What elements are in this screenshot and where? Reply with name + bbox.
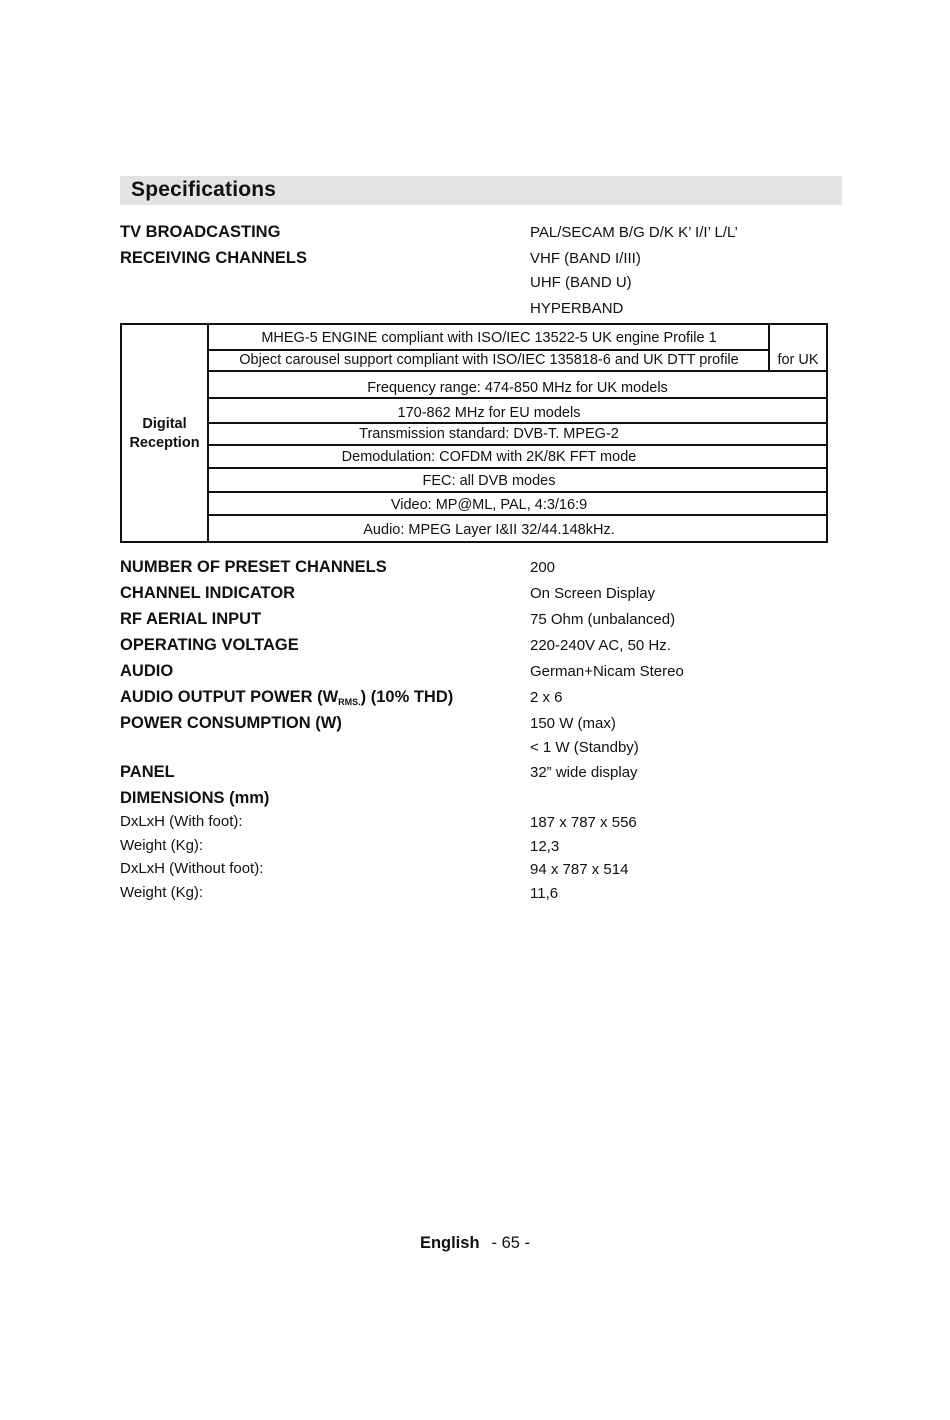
spec-row-rf-input	[120, 610, 842, 634]
spec-label: DxLxH (With foot):	[120, 813, 243, 830]
spec-label: RECEIVING CHANNELS	[120, 249, 308, 267]
digital-reception-label-cell	[122, 325, 209, 541]
spec-value: VHF (BAND I/III)	[530, 250, 641, 267]
spec-label: RF AERIAL INPUT	[120, 610, 262, 628]
spec-label: DxLxH (Without foot):	[120, 860, 264, 877]
divider	[209, 349, 769, 351]
spec-label: Weight (Kg):	[120, 884, 204, 901]
mheg-line2: Object carousel support compliant with ISO/IEC 135818-6 and UK DTT profile	[239, 352, 739, 368]
divider	[209, 444, 826, 446]
spec-value: German+Nicam Stereo	[530, 663, 684, 680]
spec-value: 2 x 6	[530, 689, 563, 706]
spec-value: 94 x 787 x 514	[530, 861, 629, 878]
spec-row-preset-channels	[120, 558, 842, 582]
spec-row-operating-voltage	[120, 636, 842, 660]
spec-value: 220-240V AC, 50 Hz.	[530, 637, 671, 654]
digital-reception-label	[122, 415, 207, 453]
section-title-bar	[120, 176, 842, 205]
divider	[209, 397, 826, 399]
divider	[209, 491, 826, 493]
spec-row-dim-without-foot	[120, 860, 842, 884]
spec-eu-frequency: 170-862 MHz for EU models	[397, 405, 581, 421]
spec-frequency: Frequency range: 474-850 MHz for UK models	[367, 380, 668, 396]
spec-label: AUDIO	[120, 662, 174, 680]
spec-video: Video: MP@ML, PAL, 4:3/16:9	[390, 497, 588, 513]
divider	[209, 370, 826, 372]
spec-value: 200	[530, 559, 556, 576]
spec-transmission: Transmission standard: DVB-T. MPEG-2	[359, 426, 619, 442]
power-label-subscript: RMS.	[338, 697, 361, 707]
spec-label: OPERATING VOLTAGE	[120, 636, 299, 654]
spec-value: UHF (BAND U)	[530, 274, 632, 291]
spec-value: 32” wide display	[530, 764, 638, 781]
spec-value: 150 W (max)	[530, 715, 616, 732]
spec-row-channel-indicator	[120, 584, 842, 608]
spec-value: PAL/SECAM B/G D/K K’ I/I’ L/L’	[530, 224, 738, 241]
spec-row-dim-with-foot	[120, 813, 842, 837]
spec-demodulation: Demodulation: COFDM with 2K/8K FFT mode	[341, 449, 637, 465]
digital-label-line1: Digital	[142, 416, 187, 432]
power-label-end: ) (10% THD)	[360, 688, 454, 706]
spec-value: 11,6	[530, 885, 559, 902]
spec-label: NUMBER OF PRESET CHANNELS	[120, 558, 387, 576]
spec-value: 187 x 787 x 556	[530, 814, 637, 831]
spec-value: 12,3	[530, 838, 560, 855]
spec-row-panel	[120, 763, 842, 787]
spec-value: < 1 W (Standby)	[530, 739, 639, 756]
spec-label: TV BROADCASTING	[120, 223, 281, 241]
spec-label: DIMENSIONS (mm)	[120, 789, 270, 807]
spec-row-standby	[120, 738, 842, 762]
spec-label: POWER CONSUMPTION (W)	[120, 714, 342, 732]
spec-label	[120, 688, 453, 707]
for-uk-note: for UK	[777, 352, 819, 368]
divider	[209, 467, 826, 469]
divider	[209, 422, 826, 424]
page-number: - 65 -	[491, 1234, 531, 1252]
footer-language: English	[419, 1234, 480, 1252]
mheg-line1: MHEG-5 ENGINE compliant with ISO/IEC 13522-5 UK engine Profile 1	[261, 330, 717, 346]
digital-label-line2: Reception	[129, 435, 200, 451]
divider	[209, 514, 826, 516]
power-label-start: AUDIO OUTPUT POWER (W	[120, 688, 339, 706]
spec-row-uhf	[120, 273, 842, 297]
spec-label: PANEL	[120, 763, 175, 781]
spec-row-weight-without-foot	[120, 884, 842, 908]
spec-value: 75 Ohm (unbalanced)	[530, 611, 676, 628]
spec-row-receiving-channels	[120, 249, 842, 273]
spec-row-audio-output-power	[120, 688, 842, 712]
page-title: Specifications	[131, 178, 277, 201]
spec-label: Weight (Kg):	[120, 837, 204, 854]
page-footer	[0, 1234, 950, 1253]
digital-reception-table	[120, 323, 828, 543]
spec-row-audio	[120, 662, 842, 686]
spec-value: HYPERBAND	[530, 300, 624, 317]
spec-row-weight-with-foot	[120, 837, 842, 861]
spec-fec: FEC: all DVB modes	[422, 473, 556, 489]
spec-value: On Screen Display	[530, 585, 656, 602]
spec-audio: Audio: MPEG Layer I&II 32/44.148kHz.	[363, 522, 615, 538]
spec-row-tv-broadcasting	[120, 223, 842, 247]
spec-row-dimensions	[120, 789, 842, 813]
spec-label: CHANNEL INDICATOR	[120, 584, 296, 602]
spec-row-hyperband	[120, 299, 842, 323]
spec-row-power-consumption	[120, 714, 842, 738]
